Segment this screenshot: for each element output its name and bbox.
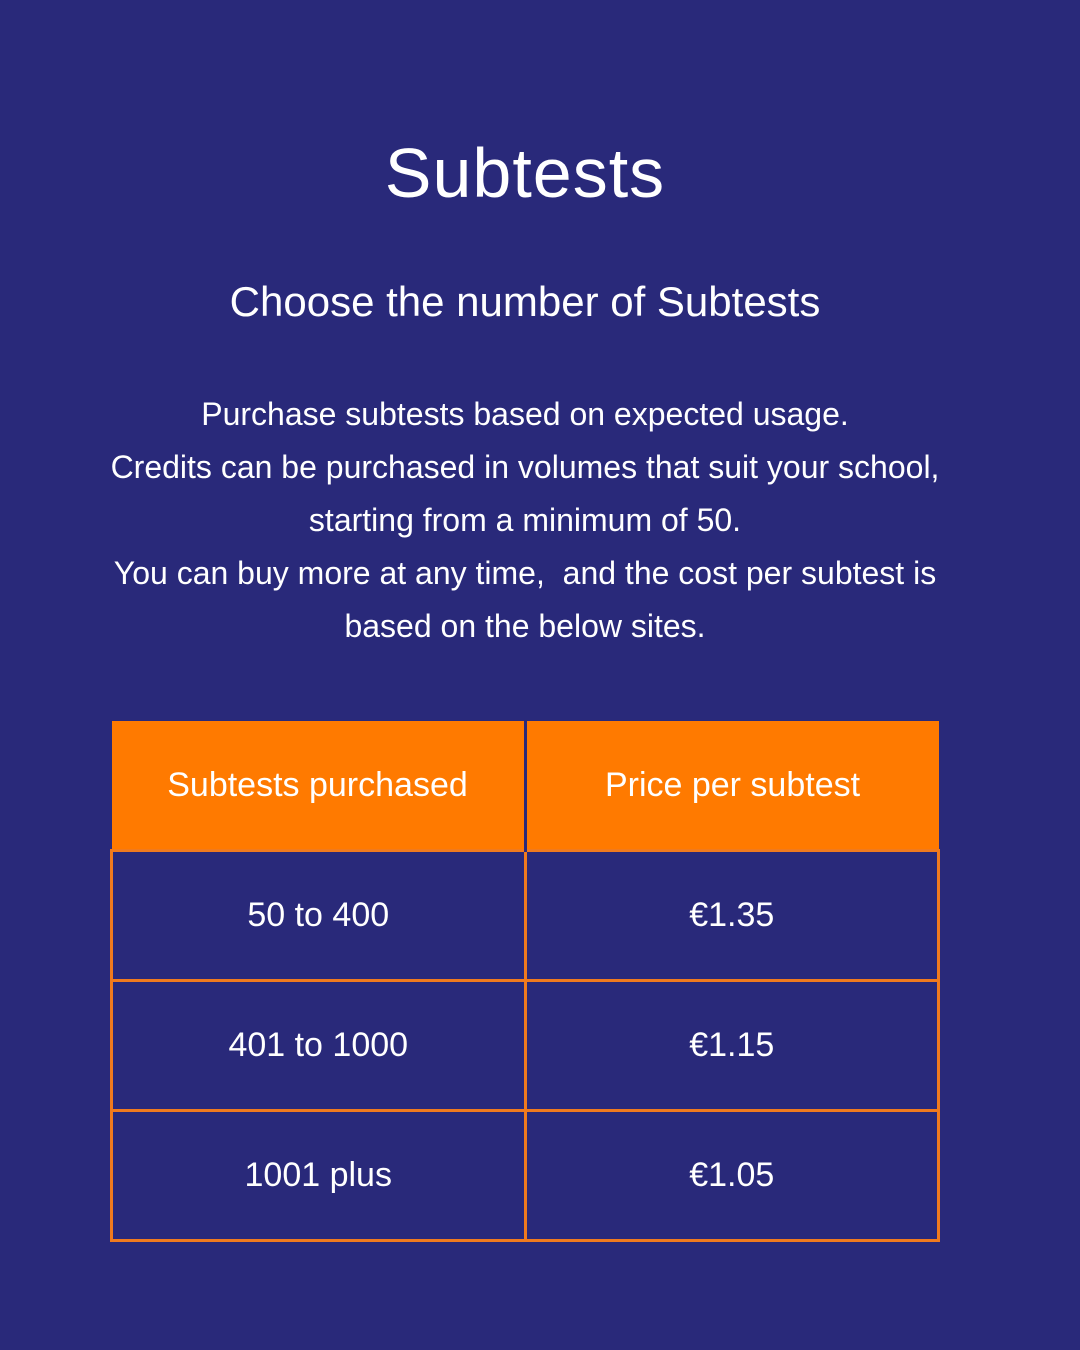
description-line: based on the below sites. <box>344 608 706 644</box>
pricing-table <box>110 721 940 1242</box>
description-line: You can buy more at any time, and the cost per subtest is <box>113 555 937 591</box>
column-header-price-per-subtest: Price per subtest <box>525 721 939 851</box>
subtests-range-cell: 401 to 1000 <box>112 981 526 1111</box>
subtests-range-cell: 1001 plus <box>112 1111 526 1241</box>
price-cell: €1.35 <box>525 851 939 981</box>
description-line: Purchase subtests based on expected usage. <box>201 396 849 432</box>
column-header-subtests-purchased: Subtests purchased <box>112 721 526 851</box>
table-row <box>112 1111 939 1241</box>
description <box>0 388 1050 653</box>
price-cell: €1.15 <box>525 981 939 1111</box>
table-row <box>112 981 939 1111</box>
page-subtitle: Choose the number of Subtests <box>229 277 821 325</box>
page-title: Subtests <box>384 133 666 212</box>
subtests-range-cell: 50 to 400 <box>112 851 526 981</box>
description-line: starting from a minimum of 50. <box>308 502 742 538</box>
description-line: Credits can be purchased in volumes that suit your school, <box>110 449 940 485</box>
table-header-row <box>112 721 939 851</box>
table-row <box>112 851 939 981</box>
price-cell: €1.05 <box>525 1111 939 1241</box>
